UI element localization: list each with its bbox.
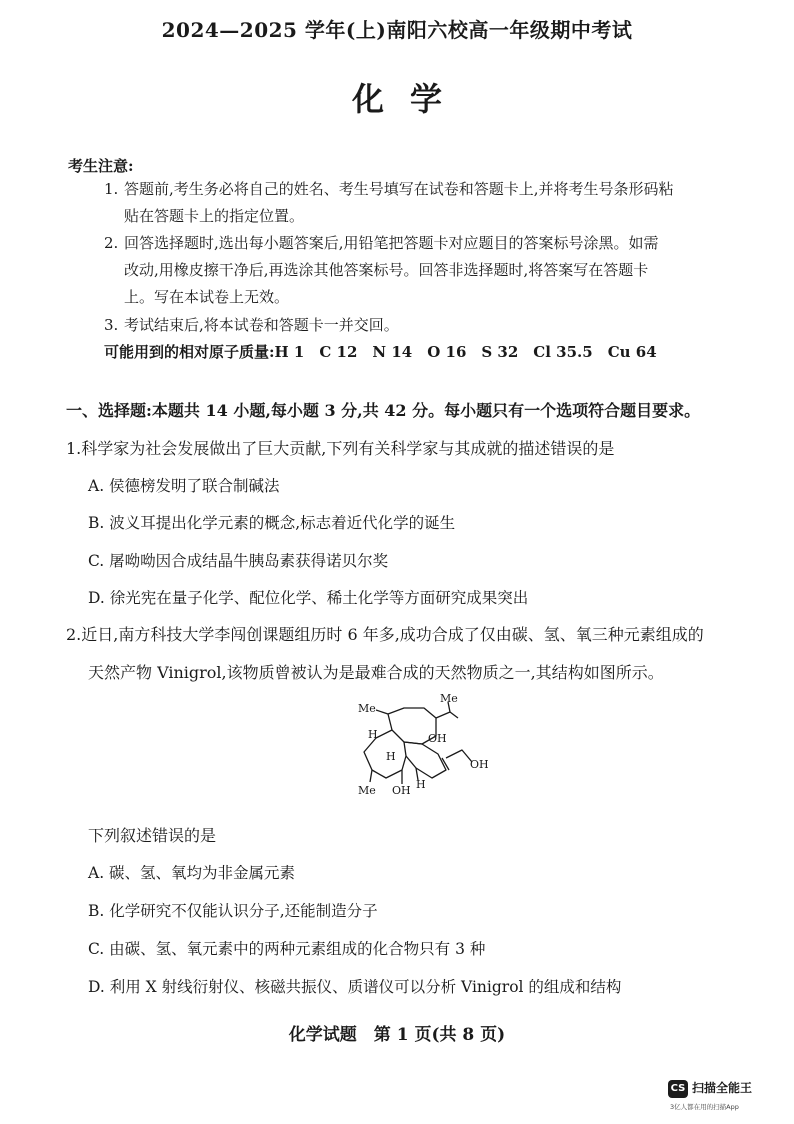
question-2-option-a: A. 碳、氢、氧均为非金属元素 <box>88 864 296 882</box>
page-footer: 化学试题 第 1 页(共 8 页) <box>288 1025 506 1045</box>
bond-me-top-left <box>376 710 388 714</box>
notice-item-line: 改动,用橡皮擦干净后,再选涂其他答案标号。回答非选择题时,将答案写在答题卡 <box>124 261 649 279</box>
notice-item-number: 3. <box>104 316 119 334</box>
camscanner-logo-icon: CS <box>668 1080 688 1098</box>
bond-me-bottom <box>370 770 372 782</box>
exam-title: 2024—2025 学年(上)南阳六校高一年级期中考试 <box>161 18 633 42</box>
question-1-option-d: D. 徐光宪在量子化学、配位化学、稀土化学等方面研究成果突出 <box>88 589 529 607</box>
notice-heading: 考生注意: <box>68 157 134 175</box>
subject-title: 化学 <box>351 80 468 118</box>
notice-item-2 <box>104 230 764 311</box>
question-2-option-c: C. 由碳、氢、氧元素中的两种元素组成的化合物只有 3 种 <box>88 940 486 958</box>
question-1-option-c: C. 屠呦呦因合成结晶牛胰岛素获得诺贝尔奖 <box>88 552 389 570</box>
notice-item-number: 1. <box>104 180 119 198</box>
section-heading: 一、选择题:本题共 14 小题,每小题 3 分,共 42 分。每小题只有一个选项符合题目要求。 <box>66 401 701 420</box>
notice-item-1 <box>104 176 764 230</box>
label-h-center: H <box>386 750 396 763</box>
bond-ch2oh <box>446 750 472 762</box>
bond-isopropyl <box>436 712 458 718</box>
atomic-masses: 可能用到的相对原子质量:H 1 C 12 N 14 O 16 S 32 Cl 35.5 Cu 64 <box>104 343 657 361</box>
question-2-stem-line-2: 天然产物 Vinigrol,该物质曾被认为是最难合成的天然物质之一,其结构如图所示。 <box>88 663 664 682</box>
bond-right-ring <box>406 744 446 778</box>
watermark-tagline: 3亿人都在用的扫描App <box>670 1103 739 1111</box>
label-me-bottom: Me <box>358 784 376 797</box>
watermark-app-name: 扫描全能王 <box>692 1081 753 1095</box>
label-oh-right: OH <box>470 758 489 771</box>
question-1-option-a: A. 侯德榜发明了联合制碱法 <box>88 477 280 495</box>
notice-item-number: 2. <box>104 234 119 252</box>
label-me-top-left: Me <box>358 702 376 715</box>
question-1-stem: 1.科学家为社会发展做出了巨大贡献,下列有关科学家与其成就的描述错误的是 <box>66 439 615 458</box>
label-h-bottom: H <box>416 778 426 791</box>
question-2-option-b: B. 化学研究不仅能认识分子,还能制造分子 <box>88 902 378 920</box>
label-me-top-right: Me <box>440 694 458 705</box>
notice-item-line: 回答选择题时,选出每小题答案后,用铅笔把答题卡对应题目的答案标号涂黑。如需 <box>124 234 659 252</box>
label-oh-center: OH <box>428 732 447 745</box>
notice-item-line: 考试结束后,将本试卷和答题卡一并交回。 <box>124 316 399 334</box>
question-2-option-d: D. 利用 X 射线衍射仪、核磁共振仪、质谱仪可以分析 Vinigrol 的组成和结构 <box>88 978 622 996</box>
question-2-prompt: 下列叙述错误的是 <box>88 826 217 845</box>
label-h-left: H <box>368 728 378 741</box>
label-oh-bottom: OH <box>392 784 411 797</box>
question-1-option-b: B. 波义耳提出化学元素的概念,标志着近代化学的诞生 <box>88 514 456 532</box>
notice-item-line: 贴在答题卡上的指定位置。 <box>124 207 305 225</box>
bond-bridge <box>404 742 422 744</box>
notice-item-line: 答题前,考生务必将自己的姓名、考生号填写在试卷和答题卡上,并将考生号条形码粘 <box>124 180 674 198</box>
notice-item-line: 上。写在本试卷上无效。 <box>124 288 290 306</box>
question-2-stem-line-1: 2.近日,南方科技大学李闯创课题组历时 6 年多,成功合成了仅由碳、氢、氧三种元素组成的 <box>66 625 704 644</box>
vinigrol-structure <box>350 694 500 802</box>
scanner-watermark <box>668 1076 780 1116</box>
notice-item-3 <box>104 312 764 339</box>
